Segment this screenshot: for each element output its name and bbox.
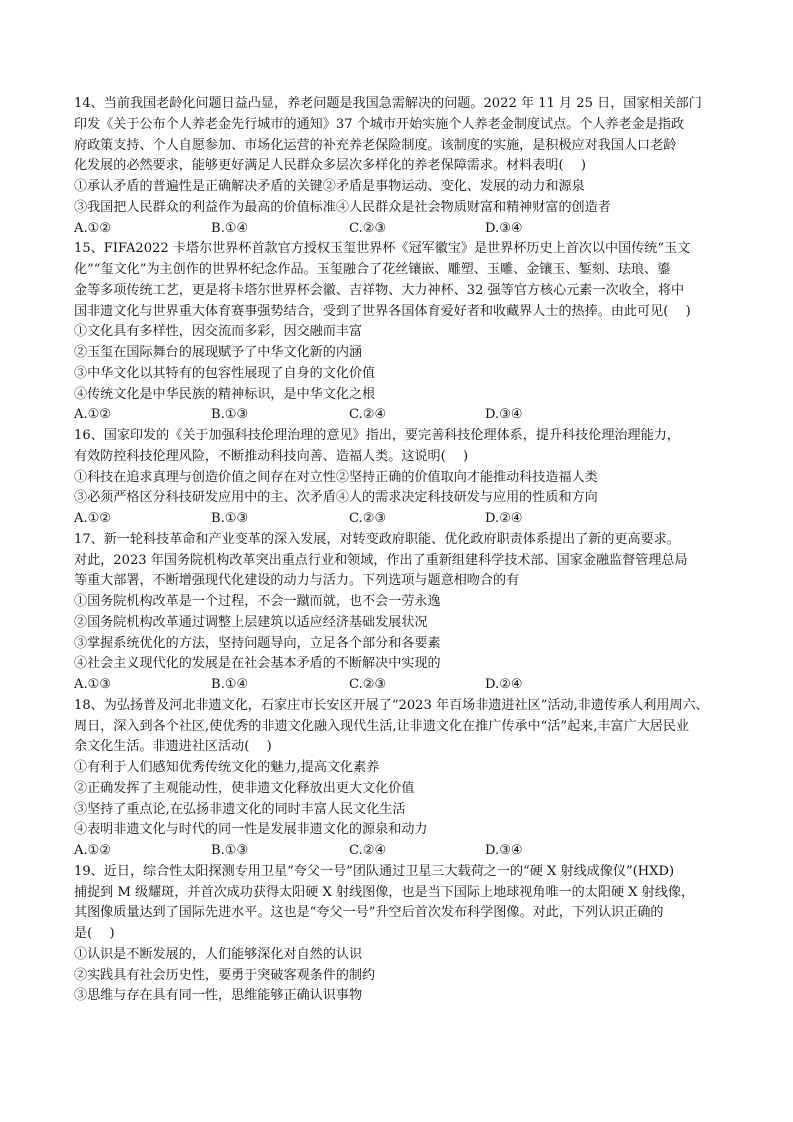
statement-line: ①文化具有多样性，因交流而多彩，因交融而丰富	[74, 324, 363, 340]
question-14	[74, 94, 724, 239]
question-text-line: 16、国家印发的《关于加强科技伦理治理的意见》指出，要完善科技伦理体系，提升科技伦理治理能力，	[74, 428, 680, 443]
option-d: D.③④	[485, 407, 523, 423]
option-c: C.②④	[349, 407, 387, 423]
statement-line: ①承认矛盾的普遍性是正确解决矛盾的关键②矛盾是事物运动、变化、发展的动力和源泉	[74, 179, 585, 194]
question-19	[74, 862, 724, 1007]
question-text-line: 18、为弘扬普及河北非遗文化，石家庄市长安区开展了“2023 年百场非遗进社区”活动,非遗传承人利用周六、	[74, 697, 709, 713]
answer-options	[74, 405, 724, 426]
exam-page	[74, 94, 724, 1007]
statement-line: ③掌握系统优化的方法，坚持问题导向，立足各个部分和各要素	[74, 635, 441, 651]
option-b: B.①④	[211, 677, 249, 692]
statement-line: ③思维与存在具有同一性，思维能够正确认识事物	[74, 988, 363, 1004]
question-16	[74, 426, 724, 530]
option-a: A.①②	[74, 511, 112, 526]
option-b: B.①③	[211, 511, 249, 526]
statement-line: ①有利于人们感知优秀传统文化的魅力,提高文化素养	[74, 760, 380, 775]
question-text-line: 等重大部署，不断增强现代化建设的动力与活力。下列选项与题意相吻合的有	[74, 573, 520, 589]
option-d: D.②④	[485, 511, 523, 526]
option-d: D.③④	[485, 220, 523, 236]
statement-line: ③我国把人民群众的利益作为最高的价值标准④人民群众是社会物质财富和精神财富的创造者	[74, 199, 611, 215]
question-text-line: 周日，深入到各个社区,使优秀的非遗文化融入现代生活,让非遗文化在推广传承中“活”起来,丰富广大居民业	[74, 718, 690, 734]
statement-line: ③中华文化以其特有的包容性展现了自身的文化价值	[74, 365, 376, 381]
question-text-line: 17、新一轮科技革命和产业变革的深入发展，对转变政府职能、优化政府职责体系提出了新的更高要求。	[74, 531, 680, 547]
question-text-line: 余文化生活。非遗进社区活动( )	[74, 739, 272, 755]
question-text-line: 化发展的必然要求，能够更好满足人民群众多层次多样化的养老保障需求。材料表明( )	[74, 158, 586, 174]
question-15	[74, 239, 724, 426]
answer-options	[74, 219, 724, 240]
question-text-line: 印发《关于公布个人养老金先行城市的通知》37 个城市开始实施个人养老金制度试点。个人养老金是指政	[74, 116, 685, 132]
question-text-line: 有效防控科技伦理风险，不断推动科技向善、造福人类。这说明( )	[74, 448, 469, 464]
option-a: A.①③	[74, 677, 112, 692]
question-text-line: 化”“玺文化”为主创作的世界杯纪念作品。玉玺融合了花丝镶嵌、雕塑、玉雕、金镶玉、錾刻、珐琅、鎏	[74, 262, 671, 277]
statement-line: ②实践具有社会历史性，要勇于突破客观条件的制约	[74, 967, 376, 983]
statement-line: ①国务院机构改革是一个过程，不会一蹴而就，也不会一劳永逸	[74, 594, 441, 609]
question-18	[74, 696, 724, 862]
statement-line: ④表明非遗文化与时代的同一性是发展非遗文化的源泉和动力	[74, 822, 428, 838]
question-text-line: 国非遗文化与世界重大体育赛事强势结合，受到了世界各国体育爱好者和收藏界人士的热捧。由此可见( )	[74, 303, 691, 319]
question-text-line: 19、近日，综合性太阳探测专用卫星“夸父一号”团队通过卫星三大载荷之一的“硬 X 射线成像仪”(HXD)	[74, 863, 675, 879]
option-d: D.②④	[485, 677, 523, 692]
question-text-line: 捕捉到 M 级耀斑，并首次成功获得太阳硬 X 射线图像，也是当下国际上地球视角唯一的太阳硬 X 射线像，	[74, 884, 695, 900]
statement-line: ①认识是不断发展的，人们能够深化对自然的认识	[74, 946, 363, 962]
question-text-line: 府政策支持、个人自愿参加、市场化运营的补充养老保险制度。该制度的实施，是积极应对我国人口老龄	[74, 137, 677, 153]
option-b: B.①④	[211, 220, 249, 236]
statement-line: ②正确发挥了主观能动性，使非遗文化释放出更大文化价值	[74, 780, 415, 796]
option-c: C.②③	[349, 677, 387, 692]
statement-line: ③必须严格区分科技研发应用中的主、次矛盾④人的需求决定科技研发与应用的性质和方向	[74, 490, 598, 506]
question-text-line: 其图像质量达到了国际先进水平。这也是“夸父一号”升空后首次发布科学图像。对此，下列认识正确的	[74, 905, 664, 921]
question-text-line: 15、FIFA2022 卡塔尔世界杯首款官方授权玉玺世界杯《冠军徽宝》是世界杯历史上首次以中国传统“玉文	[74, 241, 691, 257]
option-a: A.①②	[74, 407, 112, 423]
statement-line: ①科技在追求真理与创造价值之间存在对立性②坚持正确的价值取向才能推动科技造福人类	[74, 469, 598, 485]
option-a: A.①②	[74, 843, 112, 858]
option-c: C.②③	[349, 220, 387, 236]
statement-line: ③坚持了重点论,在弘扬非遗文化的同时丰富人民文化生活	[74, 801, 406, 817]
question-text-line: 是( )	[74, 926, 115, 941]
statement-line: ④社会主义现代化的发展是在社会基本矛盾的不断解决中实现的	[74, 656, 441, 672]
answer-options	[74, 509, 724, 530]
statement-line: ②玉玺在国际舞台的展现赋予了中华文化新的内涵	[74, 345, 363, 360]
question-17	[74, 530, 724, 696]
answer-options	[74, 675, 724, 696]
option-c: C.②④	[349, 843, 387, 858]
option-a: A.①②	[74, 220, 112, 236]
statement-line: ②国务院机构改革通过调整上层建筑以适应经济基础发展状况	[74, 614, 428, 630]
option-c: C.②③	[349, 511, 387, 526]
question-text-line: 金等多项传统工艺，更是将卡塔尔世界杯会徽、吉祥物、大力神杯、32 强等官方核心元素一次收全，将中	[74, 282, 685, 298]
option-d: D.③④	[485, 843, 523, 858]
answer-options	[74, 841, 724, 862]
option-b: B.①③	[211, 843, 249, 858]
option-b: B.①③	[211, 407, 249, 423]
question-text-line: 14、当前我国老龄化问题日益凸显，养老问题是我国急需解决的问题。2022 年 11 月 25 日，国家相关部门	[74, 96, 702, 111]
question-text-line: 对此，2023 年国务院机构改革突出重点行业和领域，作出了重新组建科学技术部、国家金融监督管理总局	[74, 552, 688, 568]
statement-line: ④传统文化是中华民族的精神标识，是中华文化之根	[74, 386, 376, 402]
